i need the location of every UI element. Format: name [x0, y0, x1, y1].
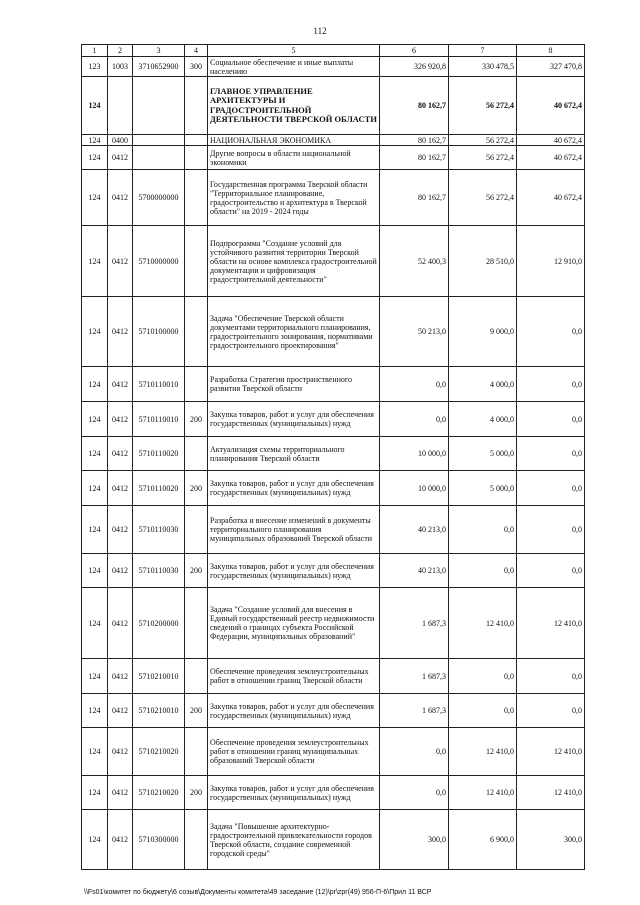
cell-description: НАЦИОНАЛЬНАЯ ЭКОНОМИКА	[208, 135, 380, 146]
table-row	[82, 57, 585, 77]
table-row	[82, 135, 585, 146]
cell-value-7: 12 410,0	[449, 776, 517, 810]
cell-ministry: 124	[82, 402, 108, 437]
cell-value-6: 1 687,3	[380, 694, 449, 728]
cell-section: 0412	[108, 437, 133, 471]
table-row	[82, 77, 585, 135]
cell-description: Задача "Обеспечение Тверской области документами территориального планирования, градостроительного зонирования, нормативами градостроительного проектирования"	[208, 297, 380, 367]
header-col-3: 3	[133, 45, 185, 57]
cell-expense-type	[185, 135, 208, 146]
cell-value-8: 0,0	[517, 297, 585, 367]
cell-ministry: 124	[82, 588, 108, 659]
cell-value-7: 5 000,0	[449, 437, 517, 471]
cell-value-8: 327 470,8	[517, 57, 585, 77]
cell-ministry: 124	[82, 694, 108, 728]
cell-target-article: 5710110030	[133, 506, 185, 554]
cell-value-7: 56 272,4	[449, 77, 517, 135]
cell-expense-type	[185, 367, 208, 402]
table-row	[82, 659, 585, 694]
cell-target-article	[133, 77, 185, 135]
cell-value-8: 0,0	[517, 659, 585, 694]
cell-value-7: 6 900,0	[449, 810, 517, 870]
cell-expense-type: 200	[185, 402, 208, 437]
cell-value-7: 56 272,4	[449, 135, 517, 146]
cell-ministry: 124	[82, 437, 108, 471]
cell-value-6: 0,0	[380, 402, 449, 437]
cell-value-6: 1 687,3	[380, 659, 449, 694]
cell-value-7: 0,0	[449, 659, 517, 694]
cell-value-8: 0,0	[517, 694, 585, 728]
cell-description: Государственная программа Тверской области "Территориальное планирование, градостроительство и архитектура в Тверской области" на 2019 - 2024 годы	[208, 170, 380, 226]
cell-value-7: 56 272,4	[449, 146, 517, 170]
table-row	[82, 471, 585, 506]
cell-description: Закупка товаров, работ и услуг для обеспечения государственных (муниципальных) нужд	[208, 554, 380, 588]
table-row	[82, 367, 585, 402]
cell-expense-type	[185, 226, 208, 297]
cell-value-6: 80 162,7	[380, 170, 449, 226]
header-col-6: 6	[380, 45, 449, 57]
cell-value-8: 0,0	[517, 402, 585, 437]
cell-section: 1003	[108, 57, 133, 77]
file-path-footer: \\Fs01\комитет по бюджету\6 созыв\Документы комитета\49 заседание (12)\pr\zpr(49) 956-П-6\Прил 11 ВСР	[84, 889, 432, 896]
table-row	[82, 694, 585, 728]
header-col-4: 4	[185, 45, 208, 57]
cell-value-7: 12 410,0	[449, 728, 517, 776]
cell-value-6: 0,0	[380, 776, 449, 810]
cell-section: 0412	[108, 367, 133, 402]
cell-target-article: 5710210020	[133, 728, 185, 776]
cell-ministry: 124	[82, 776, 108, 810]
cell-section: 0412	[108, 694, 133, 728]
table-row	[82, 146, 585, 170]
cell-section: 0400	[108, 135, 133, 146]
cell-section: 0412	[108, 776, 133, 810]
cell-section: 0412	[108, 810, 133, 870]
cell-value-6: 1 687,3	[380, 588, 449, 659]
cell-target-article: 5710000000	[133, 226, 185, 297]
cell-expense-type	[185, 588, 208, 659]
cell-ministry: 124	[82, 77, 108, 135]
budget-table	[81, 44, 585, 870]
table-row	[82, 810, 585, 870]
table-row	[82, 437, 585, 471]
header-col-8: 8	[517, 45, 585, 57]
cell-value-8: 0,0	[517, 437, 585, 471]
cell-description: Другие вопросы в области национальной экономики	[208, 146, 380, 170]
cell-ministry: 124	[82, 810, 108, 870]
cell-ministry: 124	[82, 471, 108, 506]
cell-description: Актуализация схемы территориального планирования Тверской области	[208, 437, 380, 471]
cell-value-6: 10 000,0	[380, 471, 449, 506]
cell-value-6: 40 213,0	[380, 506, 449, 554]
cell-value-6: 80 162,7	[380, 146, 449, 170]
cell-description: Обеспечение проведения землеустроительных работ в отношении границ Тверской области	[208, 659, 380, 694]
cell-target-article	[133, 135, 185, 146]
cell-description: Обеспечение проведения землеустроительных работ в отношении границ муниципальных образований Тверской области	[208, 728, 380, 776]
cell-value-7: 0,0	[449, 554, 517, 588]
cell-ministry: 124	[82, 226, 108, 297]
cell-expense-type	[185, 506, 208, 554]
cell-value-6: 80 162,7	[380, 77, 449, 135]
cell-value-6: 300,0	[380, 810, 449, 870]
cell-section: 0412	[108, 297, 133, 367]
cell-value-7: 5 000,0	[449, 471, 517, 506]
cell-value-7: 56 272,4	[449, 170, 517, 226]
cell-value-8: 40 672,4	[517, 170, 585, 226]
cell-value-6: 326 920,8	[380, 57, 449, 77]
cell-value-8: 300,0	[517, 810, 585, 870]
cell-section: 0412	[108, 506, 133, 554]
cell-ministry: 124	[82, 728, 108, 776]
cell-expense-type	[185, 297, 208, 367]
page-number: 112	[313, 26, 327, 36]
cell-value-8: 12 910,0	[517, 226, 585, 297]
table-row	[82, 728, 585, 776]
cell-value-6: 40 213,0	[380, 554, 449, 588]
cell-section: 0412	[108, 554, 133, 588]
header-col-1: 1	[82, 45, 108, 57]
cell-value-8: 40 672,4	[517, 135, 585, 146]
cell-description: Задача "Создание условий для внесения в Единый государственный реестр недвижимости сведений о границах субъекта Российской Федерации, муниципальных образований"	[208, 588, 380, 659]
cell-value-8: 40 672,4	[517, 146, 585, 170]
cell-description: Задача "Повышение архитектурно-градостроительной привлекательности городов Тверской области, создание современной городской среды"	[208, 810, 380, 870]
cell-expense-type: 300	[185, 57, 208, 77]
cell-description: Разработка и внесение изменений в документы территориального планирования муниципальных образований Тверской области	[208, 506, 380, 554]
cell-target-article	[133, 146, 185, 170]
cell-section: 0412	[108, 170, 133, 226]
cell-target-article: 5710110030	[133, 554, 185, 588]
cell-value-8: 40 672,4	[517, 77, 585, 135]
cell-expense-type: 200	[185, 694, 208, 728]
cell-value-6: 0,0	[380, 728, 449, 776]
cell-expense-type: 200	[185, 471, 208, 506]
table-row	[82, 506, 585, 554]
cell-target-article: 5700000000	[133, 170, 185, 226]
table-row	[82, 554, 585, 588]
table-row	[82, 402, 585, 437]
cell-value-6: 0,0	[380, 367, 449, 402]
table-row	[82, 297, 585, 367]
cell-value-7: 9 000,0	[449, 297, 517, 367]
cell-expense-type: 200	[185, 776, 208, 810]
cell-target-article: 5710300000	[133, 810, 185, 870]
cell-section: 0412	[108, 659, 133, 694]
cell-section: 0412	[108, 146, 133, 170]
cell-value-8: 12 410,0	[517, 776, 585, 810]
header-col-5: 5	[208, 45, 380, 57]
cell-value-8: 0,0	[517, 554, 585, 588]
cell-description: Подпрограмма "Создание условий для устойчивого развития территории Тверской области на основе комплекса градостроительной документации и цифровизация градостроительной деятельности"	[208, 226, 380, 297]
cell-target-article: 5710110020	[133, 471, 185, 506]
cell-expense-type	[185, 146, 208, 170]
cell-description: Закупка товаров, работ и услуг для обеспечения государственных (муниципальных) нужд	[208, 471, 380, 506]
cell-ministry: 124	[82, 506, 108, 554]
table-row	[82, 776, 585, 810]
cell-target-article: 5710200000	[133, 588, 185, 659]
cell-value-7: 12 410,0	[449, 588, 517, 659]
cell-expense-type	[185, 77, 208, 135]
cell-expense-type	[185, 437, 208, 471]
cell-section	[108, 77, 133, 135]
cell-value-8: 0,0	[517, 471, 585, 506]
cell-section: 0412	[108, 588, 133, 659]
cell-value-8: 12 410,0	[517, 728, 585, 776]
cell-expense-type	[185, 659, 208, 694]
cell-value-7: 0,0	[449, 506, 517, 554]
cell-ministry: 124	[82, 367, 108, 402]
cell-ministry: 124	[82, 146, 108, 170]
cell-value-6: 50 213,0	[380, 297, 449, 367]
cell-description: Социальное обеспечение и иные выплаты населению	[208, 57, 380, 77]
cell-value-7: 4 000,0	[449, 367, 517, 402]
cell-value-7: 4 000,0	[449, 402, 517, 437]
cell-value-8: 0,0	[517, 367, 585, 402]
cell-expense-type	[185, 170, 208, 226]
cell-value-7: 0,0	[449, 694, 517, 728]
cell-value-6: 52 400,3	[380, 226, 449, 297]
cell-value-6: 80 162,7	[380, 135, 449, 146]
cell-description: Закупка товаров, работ и услуг для обеспечения государственных (муниципальных) нужд	[208, 402, 380, 437]
cell-target-article: 3710652900	[133, 57, 185, 77]
cell-description: Разработка Стратегии пространственного развития Тверской области	[208, 367, 380, 402]
table-row	[82, 170, 585, 226]
cell-ministry: 124	[82, 135, 108, 146]
cell-target-article: 5710210020	[133, 776, 185, 810]
cell-description: Закупка товаров, работ и услуг для обеспечения государственных (муниципальных) нужд	[208, 776, 380, 810]
cell-expense-type	[185, 810, 208, 870]
cell-target-article: 5710210010	[133, 694, 185, 728]
cell-ministry: 124	[82, 170, 108, 226]
table-row	[82, 226, 585, 297]
cell-target-article: 5710100000	[133, 297, 185, 367]
cell-target-article: 5710210010	[133, 659, 185, 694]
cell-section: 0412	[108, 402, 133, 437]
cell-section: 0412	[108, 471, 133, 506]
cell-ministry: 124	[82, 297, 108, 367]
header-col-7: 7	[449, 45, 517, 57]
cell-ministry: 124	[82, 554, 108, 588]
cell-description: Закупка товаров, работ и услуг для обеспечения государственных (муниципальных) нужд	[208, 694, 380, 728]
cell-target-article: 5710110010	[133, 367, 185, 402]
cell-value-6: 10 000,0	[380, 437, 449, 471]
cell-ministry: 123	[82, 57, 108, 77]
header-row	[82, 45, 585, 57]
cell-target-article: 5710110020	[133, 437, 185, 471]
cell-section: 0412	[108, 728, 133, 776]
cell-description: ГЛАВНОЕ УПРАВЛЕНИЕ АРХИТЕКТУРЫ И ГРАДОСТРОИТЕЛЬНОЙ ДЕЯТЕЛЬНОСТИ ТВЕРСКОЙ ОБЛАСТИ	[208, 77, 380, 135]
cell-ministry: 124	[82, 659, 108, 694]
cell-value-7: 330 478,5	[449, 57, 517, 77]
table-row	[82, 588, 585, 659]
header-col-2: 2	[108, 45, 133, 57]
cell-value-8: 0,0	[517, 506, 585, 554]
cell-section: 0412	[108, 226, 133, 297]
cell-expense-type: 200	[185, 554, 208, 588]
cell-expense-type	[185, 728, 208, 776]
cell-value-7: 28 510,0	[449, 226, 517, 297]
cell-value-8: 12 410,0	[517, 588, 585, 659]
cell-target-article: 5710110010	[133, 402, 185, 437]
